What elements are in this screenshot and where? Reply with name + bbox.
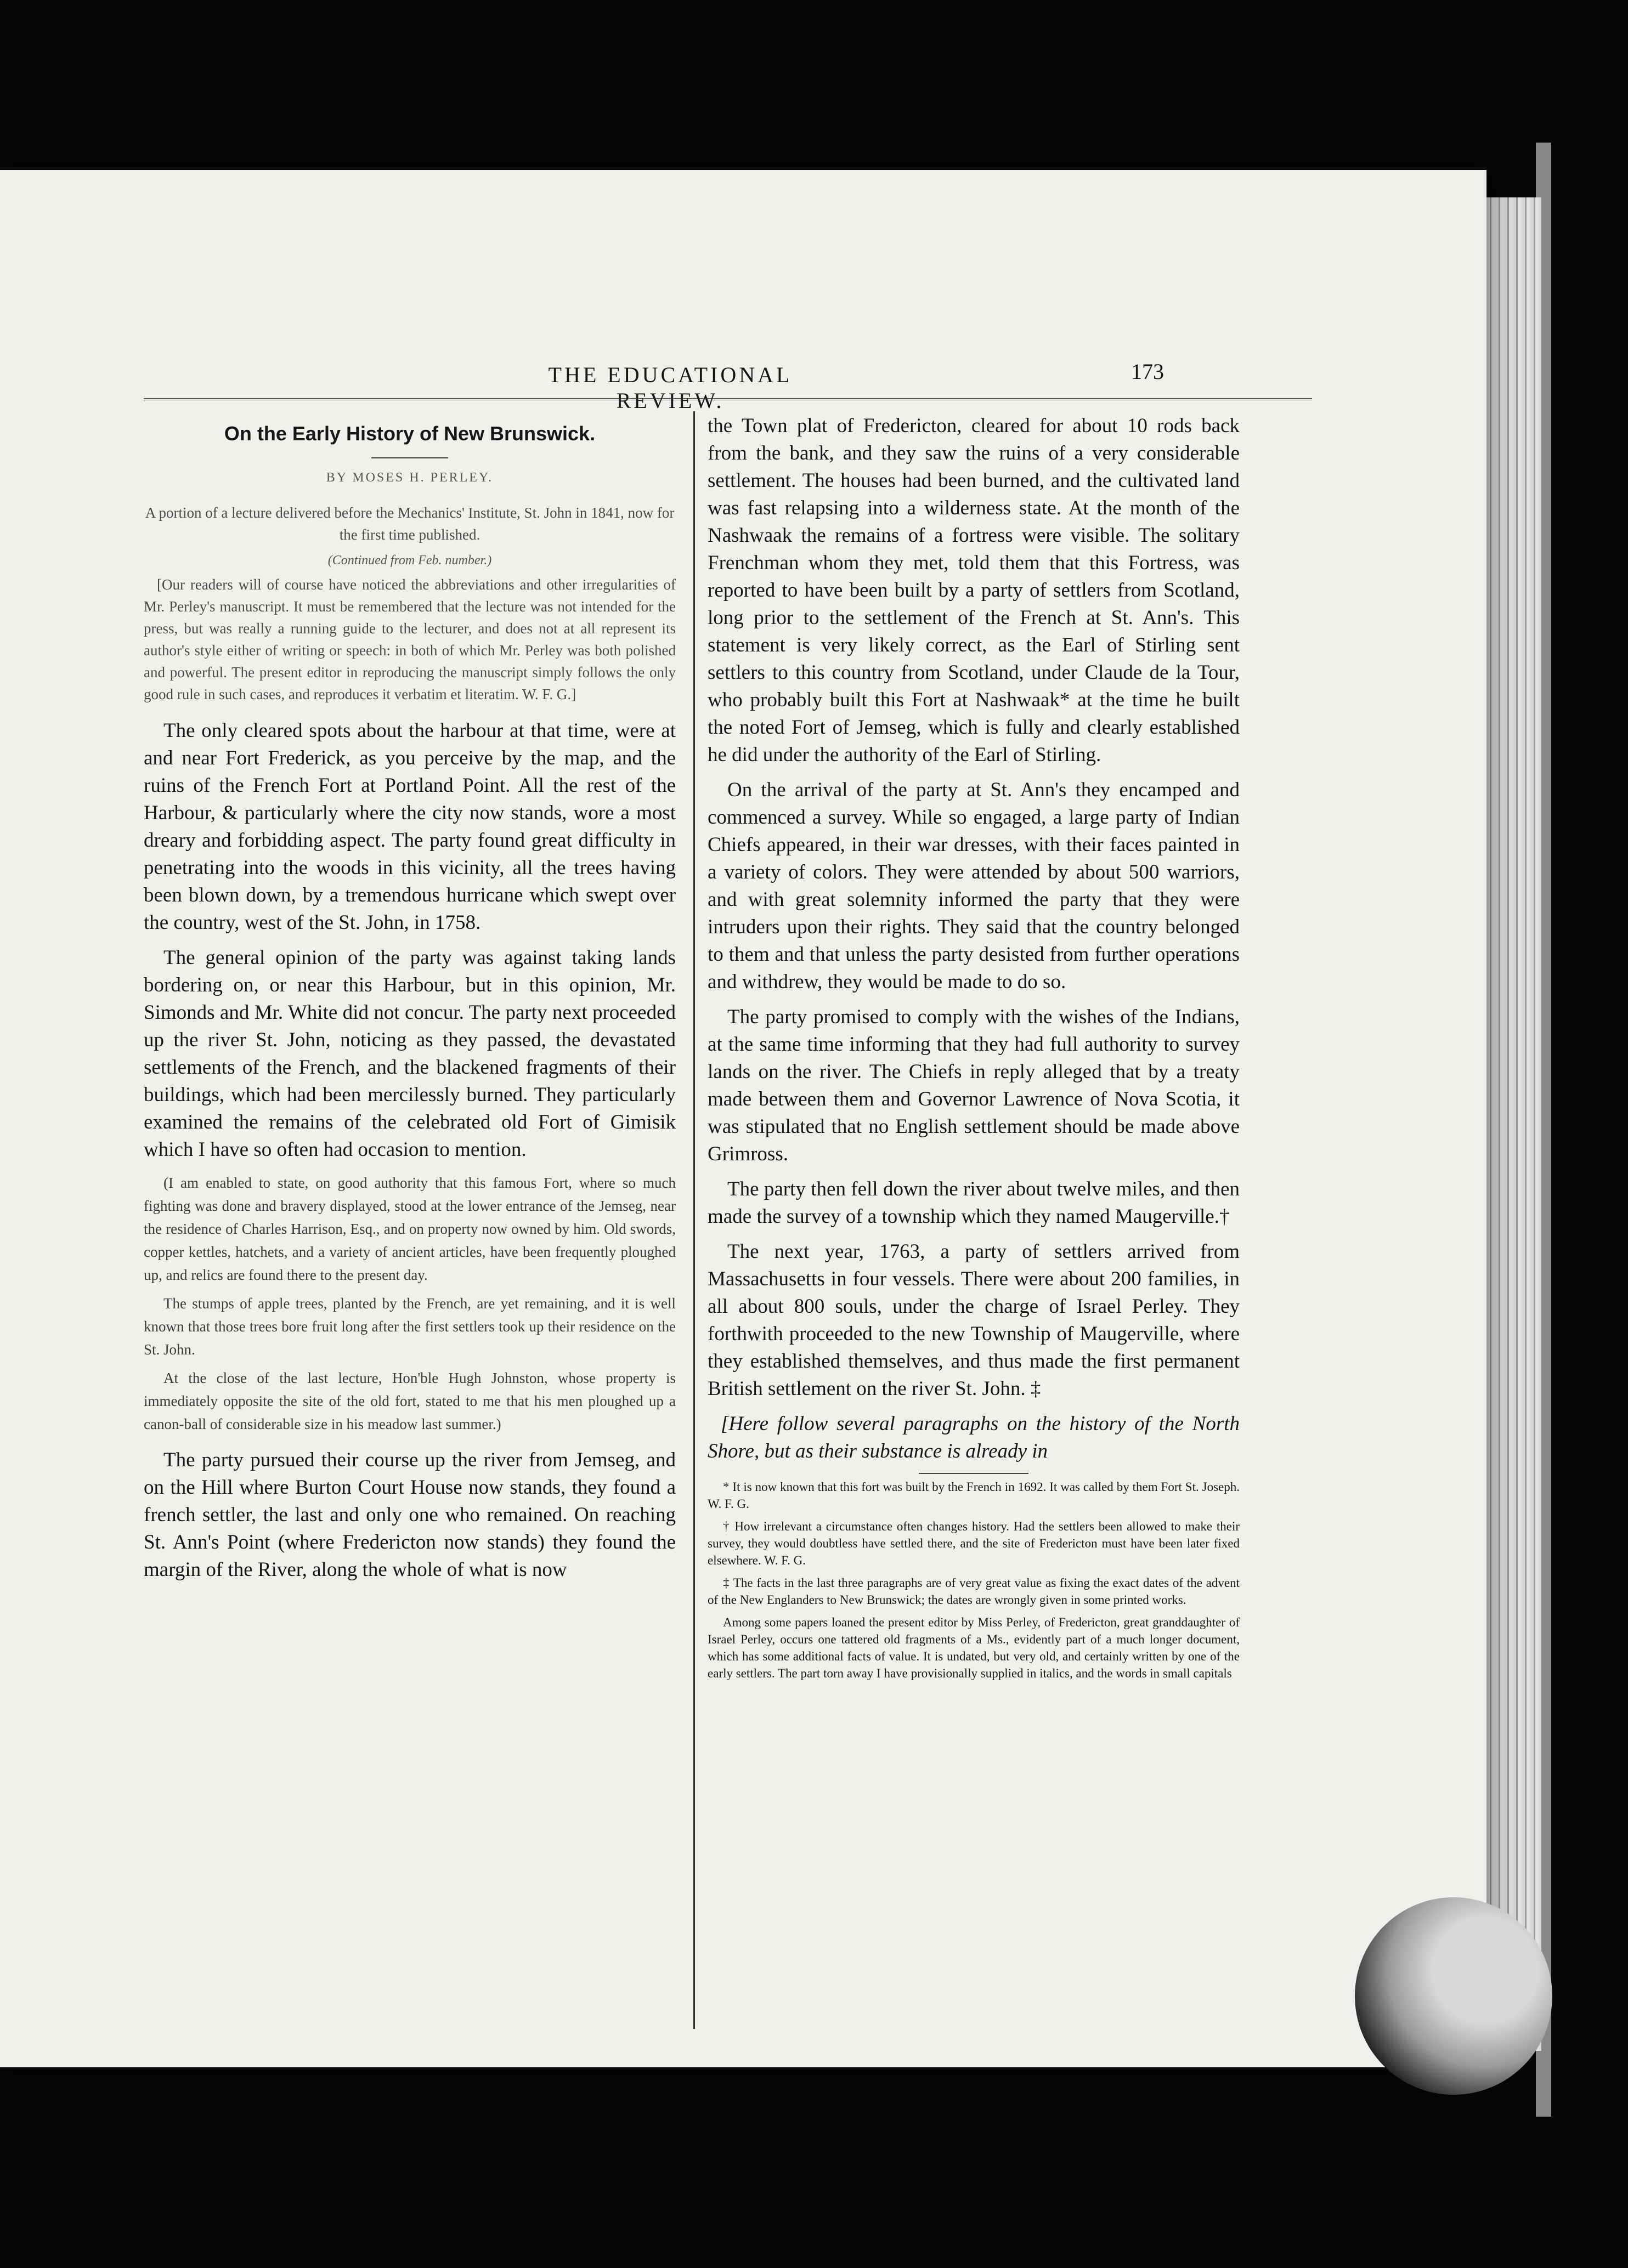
title-rule	[371, 457, 448, 458]
page-content	[144, 359, 1240, 2034]
footnote: * It is now known that this fort was built by the French in 1692. It was called by them Fort St. Joseph. W. F. G.	[708, 1480, 1240, 1511]
paragraph: the Town plat of Fredericton, cleared for about 10 rods back from the bank, and they saw the ruins of a very considerable settlement. The houses had been burned, and the cultivated land was fast relapsing into a wilderness state. At the month of the Nashwaak the remains of a fortress were visible. The solitary Frenchman whom they met, told them that this Fortress, was reported to have been built by a party of settlers from Scotland, long prior to the settlement of the French at St. Ann's. This statement is very likely correct, as the Earl of Stirling sent settlers to this country from Scotland, under Claude de la Tour, who probably built this Fort at Nashwaak* at the time he built the noted Fort of Jemseg, which is fully and clearly established he did under the authority of the Earl of Stirling.	[708, 415, 1240, 766]
page-number: 173	[1131, 359, 1164, 384]
paragraph: The party pursued their course up the river from Jemseg, and on the Hill where Burton Court House now stands, they found a french settler, the last and only one who remained. On reaching St. Ann's Point (where Fredericton now stands) they found the margin of the River, along the whole of what is now	[144, 1449, 676, 1581]
paragraph: On the arrival of the party at St. Ann's they encamped and commenced a survey. While so engaged, a large party of Indian Chiefs appeared, in their war dresses, with their faces painted in a variety of colors. They were attended by about 500 warriors, and with great solemnity informed the party that they were intruders upon their rights. They said that the country belonged to them and that unless the party desisted from further operations and withdrew, they would be made to do so.	[708, 779, 1240, 993]
editor-note: [Our readers will of course have noticed the abbreviations and other irregularities of Mr. Perley's manuscript. It must be remembered that the lecture was not intended for the press, but was really a running guide to the lecturer, and does not at all represent its author's style either of writing or speech: in both of which Mr. Perley was both polished and powerful. The present editor in reproducing the manuscript simply follows the only good rule in such cases, and reproduces it verbatim et literatim. W. F. G.]	[144, 576, 676, 702]
paragraph: The general opinion of the party was against taking lands bordering on, or near this Harbour, but in this opinion, Mr. Simonds and Mr. White did not concur. The party next proceeded up the river St. John, noticing as they passed, the devastated settlements of the French, and the blackened fragments of their buildings, which had been mercilessly burned. They particularly examined the remains of the celebrated old Fort of Gimisik which I have so often had occasion to mention.	[144, 946, 676, 1161]
small-paragraph: The stumps of apple trees, planted by the French, are yet remaining, and it is well known that those trees bore fruit long after the first settlers took up their residence on the St. John.	[144, 1295, 676, 1358]
page-edges	[1486, 197, 1541, 2051]
paragraph: The party then fell down the river about twelve miles, and then made the survey of a township which they named Maugerville.†	[708, 1178, 1240, 1228]
intro-note: A portion of a lecture delivered before the Mechanics' Institute, St. John in 1841, now for the first time published.	[145, 504, 675, 543]
small-paragraph: At the close of the last lecture, Hon'ble Hugh Johnston, whose property is immediately opposite the site of the old fort, stated to me that his men ploughed up a canon-ball of considerable size in his meadow last summer.)	[144, 1370, 676, 1432]
running-head: THE EDUCATIONAL REVIEW.	[548, 362, 793, 413]
footnote: ‡ The facts in the last three paragraphs are of very great value as fixing the exact dates of the advent of the New Englanders to New Brunswick; the dates are wrongly given in some printed works.	[708, 1576, 1240, 1607]
header-rule	[144, 398, 1312, 400]
italic-paragraph: [Here follow several paragraphs on the history of the North Shore, but as their substance is already in	[708, 1413, 1240, 1462]
left-column	[144, 412, 676, 1591]
continued-note: (Continued from Feb. number.)	[327, 553, 492, 568]
small-paragraph: (I am enabled to state, on good authority that this famous Fort, where so much fighting was done and bravery displayed, stood at the lower entrance of the Jemseg, near the residence of Charles Harrison, Esq., and on property now owned by him. Old swords, copper kettles, hatchets, and a variety of ancient articles, have been frequently ploughed up, and relics are found there to the present day.	[144, 1175, 676, 1283]
paragraph: The only cleared spots about the harbour at that time, were at and near Fort Frederick, as you perceive by the map, and the ruins of the French Fort at Portland Point. All the rest of the Harbour, & particularly where the city now stands, wore a most dreary and forbidding aspect. The party found great difficulty in penetrating into the woods in this vicinity, all the trees having been blown down, by a tremendous hurricane which swept over the country, west of the St. John, in 1758.	[144, 719, 676, 934]
paragraph: The party promised to comply with the wishes of the Indians, at the same time informing that they had full authority to survey lands on the river. The Chiefs in reply alleged that by a treaty made between them and Governor Lawrence of Nova Scotia, it was stipulated that no English settlement should be made above Grimross.	[708, 1006, 1240, 1165]
column-rule	[693, 411, 695, 2029]
byline: BY MOSES H. PERLEY.	[326, 470, 494, 485]
footnote-rule	[919, 1473, 1028, 1474]
right-column	[708, 412, 1240, 1687]
paragraph: The next year, 1763, a party of settlers arrived from Massachusetts in four vessels. There were about 200 families, in all about 800 souls, under the charge of Israel Perley. They forthwith proceeded to the new Township of Maugerville, where they established themselves, and thus made the first permanent British settlement on the river St. John. ‡	[708, 1240, 1240, 1400]
article-title: On the Early History of New Brunswick.	[224, 422, 596, 445]
footnote: Among some papers loaned the present editor by Miss Perley, of Fredericton, great granddaughter of Israel Perley, occurs one tattered old fragments of a Ms., evidently part of a much longer document, which has some additional facts of value. It is undated, but very old, and certainly written by one of the early settlers. The part torn away I have provisionally supplied in italics, and the words in small capitals	[708, 1615, 1240, 1680]
footnote: † How irrelevant a circumstance often changes history. Had the settlers been allowed to make their survey, they would doubtless have settled there, and the site of Fredericton must have been later fixed elsewhere. W. F. G.	[708, 1519, 1240, 1567]
